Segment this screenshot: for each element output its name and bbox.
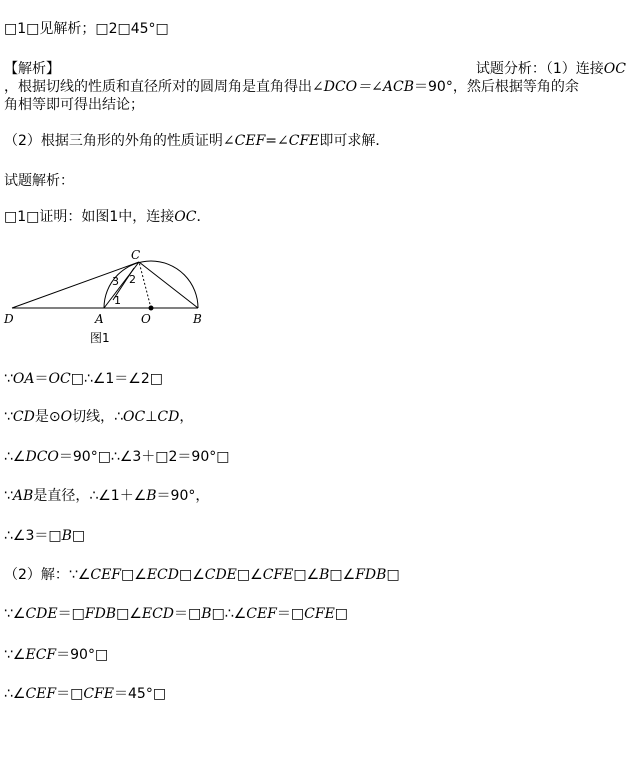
p2-b: CEF [90,567,122,583]
step-5a: ∴∠3＝□ [4,528,62,544]
p2-e: □∠ [178,567,205,583]
part2-a: （2）根据三角形的外角的性质证明 [4,133,223,149]
step-5b: B [61,528,72,544]
analysis-line-2b: ∠DCO＝∠ACB [312,79,414,95]
step-3 [4,448,229,466]
s6-m: □ [334,606,349,622]
step-7 [4,646,108,664]
s8-b: CEF [25,686,57,702]
p2-a: （2）解：∵∠ [4,567,91,583]
s8-a: ∴∠ [4,686,26,702]
step-1d: OC [48,371,71,387]
solution-title: 试题解析： [4,173,74,189]
step-1e: □∴∠1＝∠2□ [70,371,163,387]
step-1a: ∵ [4,371,13,387]
step-2h: CD [157,409,180,425]
p2-c: □∠ [121,567,147,583]
step-4 [4,487,209,505]
center-point-o [149,306,154,311]
s8-c: ＝□ [56,686,84,702]
step-3a: ∴∠ [4,449,26,465]
part-2-statement [4,566,400,584]
step-2 [4,408,193,426]
part2-b: ∠CEF=∠CFE [222,133,320,149]
p2-j: B [319,567,330,583]
analysis-intro-var: OC [603,61,626,77]
step-2a: ∵ [4,409,13,425]
s6-j: CEF [246,606,277,622]
label-angle-2: 2 [129,273,136,286]
p2-k: □∠ [329,567,356,583]
p2-i: □∠ [293,567,320,583]
s6-k: ＝□ [276,606,305,622]
proof-intro-c: ． [196,209,211,225]
step-2e: 切线，∴ [72,409,123,425]
segment-cb [139,262,198,308]
analysis-line-2a: ，根据切线的性质和直径所对的圆周角是直角得出 [4,79,312,95]
p2-f: CDE [204,567,237,583]
s8-d: CFE [83,686,115,702]
figure-caption: 图1 [90,331,110,345]
s6-l: CFE [304,606,335,622]
step-5 [4,527,85,545]
proof-intro-b: OC [174,209,197,225]
step-2g: ⊥ [145,409,158,425]
p2-m: □ [386,567,400,583]
p2-d: ECD [146,567,179,583]
answer-line: □1□见解析；□2□45°□ [4,21,169,37]
p2-h: CFE [262,567,294,583]
step-4a: ∵ [4,488,13,504]
s6-a: ∵∠ [4,606,26,622]
step-5c: □ [71,528,86,544]
s6-h: B [201,606,212,622]
s6-c: ＝□ [57,606,85,622]
s8-e: ＝45°□ [114,686,167,702]
s7-b: ECF [25,647,57,663]
step-3b: DCO [25,449,59,465]
s6-b: CDE [25,606,58,622]
step-4c: 是直径，∴∠1＋∠ [33,488,147,504]
proof-intro-a: □1□证明：如图1中，连接 [4,209,175,225]
step-2f: OC [123,409,146,425]
segment-oc-dotted [139,262,151,308]
step-1 [4,370,163,388]
step-3c: ＝90°□∴∠3＋□2＝90°□ [58,449,230,465]
step-8 [4,685,166,703]
p2-l: FDB [355,567,387,583]
p2-g: □∠ [236,567,263,583]
analysis-line-2c: ＝90°，然后根据等角的余 [414,79,579,95]
s6-i: □∴∠ [211,606,247,622]
label-angle-1: 1 [114,294,121,307]
label-angle-3: 3 [112,275,119,288]
step-1c: ＝ [34,371,49,387]
analysis-intro-text: 试题分析：（1）连接 [475,61,604,77]
label-c: C [131,248,141,262]
analysis-line-3: 角相等即可得出结论； [4,97,144,113]
analysis-header: 【解析】 [4,61,60,77]
label-b: B [193,312,202,326]
s6-e: □∠ [116,606,142,622]
step-2d: O [60,409,73,425]
step-4e: ＝90°， [156,488,210,504]
step-4d: B [146,488,157,504]
s7-c: ＝90°□ [56,647,109,663]
s7-a: ∵∠ [4,647,26,663]
label-d: D [4,312,14,326]
step-2i: ， [179,409,194,425]
step-2b: CD [12,409,35,425]
step-6 [4,605,348,623]
label-a: A [95,312,104,326]
label-o: O [141,312,151,326]
step-4b: AB [12,488,34,504]
part2-c: 即可求解． [319,133,390,149]
s6-g: ＝□ [174,606,202,622]
step-2c: 是⊙ [34,409,61,425]
s6-d: FDB [84,606,117,622]
s6-f: ECD [141,606,175,622]
step-1b: OA [12,371,35,387]
